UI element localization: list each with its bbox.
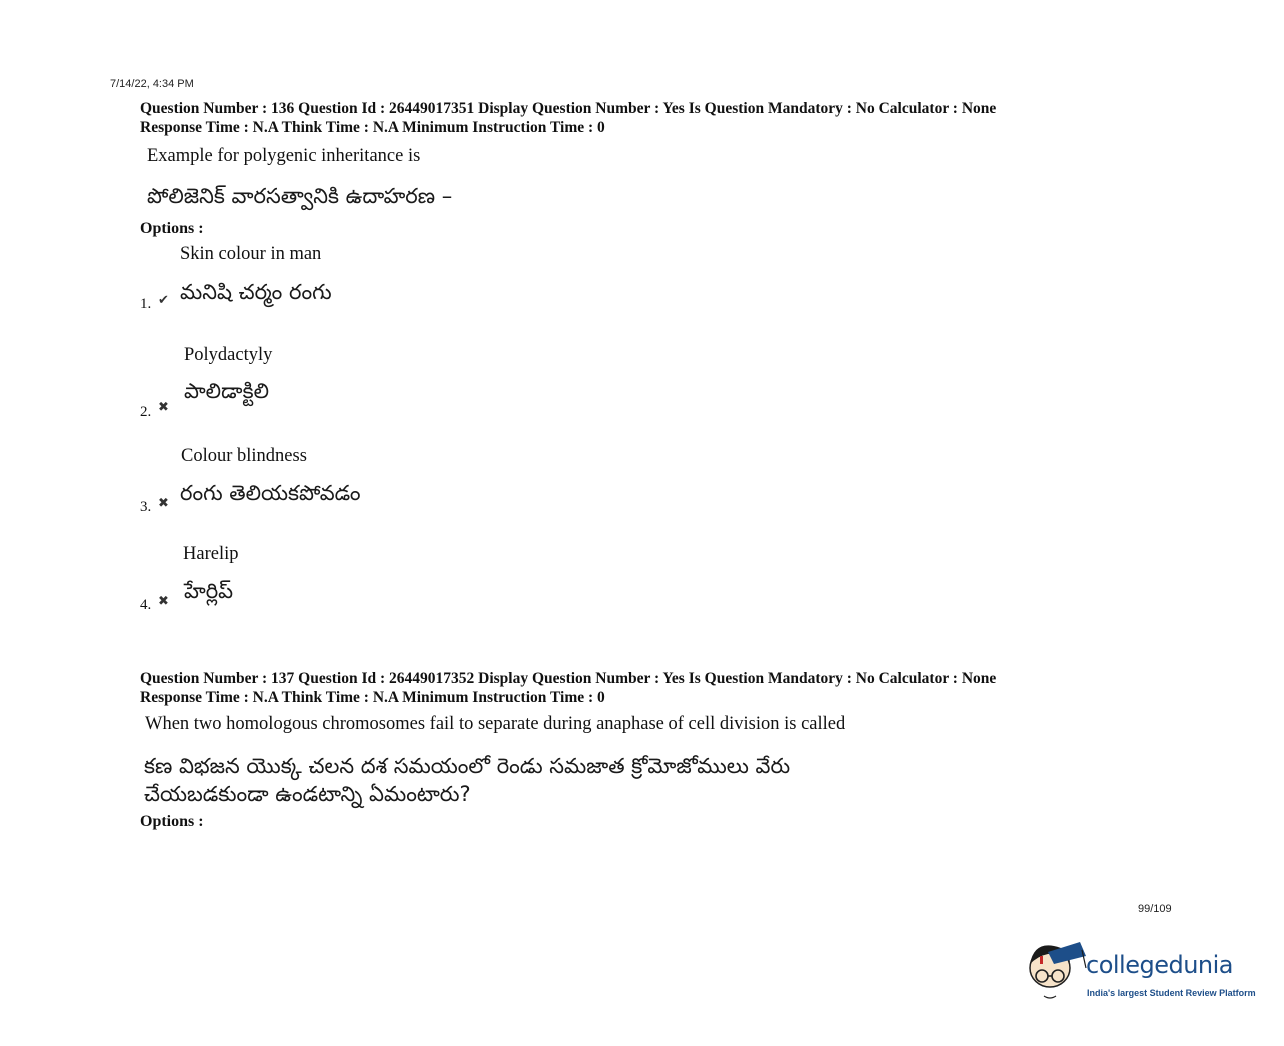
question-137-text-te-line1: కణ విభజన యొక్క చలన దశ సమయంలో రెండు సమజాత క్రోమోజోములు వేరు — [144, 754, 791, 778]
question-137-meta-line1: Question Number : 137 Question Id : 26449017352 Display Question Number : Yes Is Question Mandatory : No Calculator : None — [140, 670, 997, 687]
logo-tagline: India's largest Student Review Platform — [1087, 988, 1256, 998]
question-137-meta-line2: Response Time : N.A Think Time : N.A Minimum Instruction Time : 0 — [140, 689, 605, 706]
question-136-text-en: Example for polygenic inheritance is — [147, 146, 421, 166]
question-136-text-te: పోలిజెనిక్ వారసత్వానికి ఉదాహరణ – — [147, 184, 453, 208]
question-137-text-en: When two homologous chromosomes fail to separate during anaphase of cell division is called — [145, 714, 846, 734]
option-1-text-en: Skin colour in man — [180, 244, 322, 264]
option-4-text-te: హేర్లిప్ — [184, 579, 234, 603]
logo-wordmark: collegedunia — [1086, 951, 1234, 979]
print-timestamp: 7/14/22, 4:34 PM — [110, 78, 194, 90]
question-136-options-label: Options : — [140, 220, 204, 237]
question-136-meta-line1: Question Number : 136 Question Id : 26449017351 Display Question Number : Yes Is Question Mandatory : No Calculator : None — [140, 100, 997, 117]
option-4-text-en: Harelip — [183, 544, 239, 564]
option-3-number: 3. — [140, 499, 152, 515]
question-137-text-te-line2: చేయబడకుండా ఉండటాన్ని ఏమంటారు? — [144, 782, 471, 806]
option-2-text-te: పాలిడాక్టిలి — [184, 379, 269, 403]
option-2-text-en: Polydactyly — [184, 345, 273, 365]
option-4-number: 4. — [140, 597, 152, 613]
option-3-text-te: రంగు తెలియకపోవడం — [180, 481, 361, 505]
wrong-cross-icon: ✖ — [158, 400, 169, 415]
correct-check-icon: ✔ — [158, 293, 169, 308]
option-1-number: 1. — [140, 296, 152, 312]
question-136-meta-line2: Response Time : N.A Think Time : N.A Minimum Instruction Time : 0 — [140, 119, 605, 136]
option-3-text-en: Colour blindness — [181, 446, 307, 466]
question-137-options-label: Options : — [140, 813, 204, 830]
wrong-cross-icon: ✖ — [158, 594, 169, 609]
option-1-text-te: మనిషి చర్మం రంగు — [180, 280, 332, 304]
wrong-cross-icon: ✖ — [158, 496, 169, 511]
page-number: 99/109 — [1138, 903, 1172, 915]
option-2-number: 2. — [140, 404, 152, 420]
